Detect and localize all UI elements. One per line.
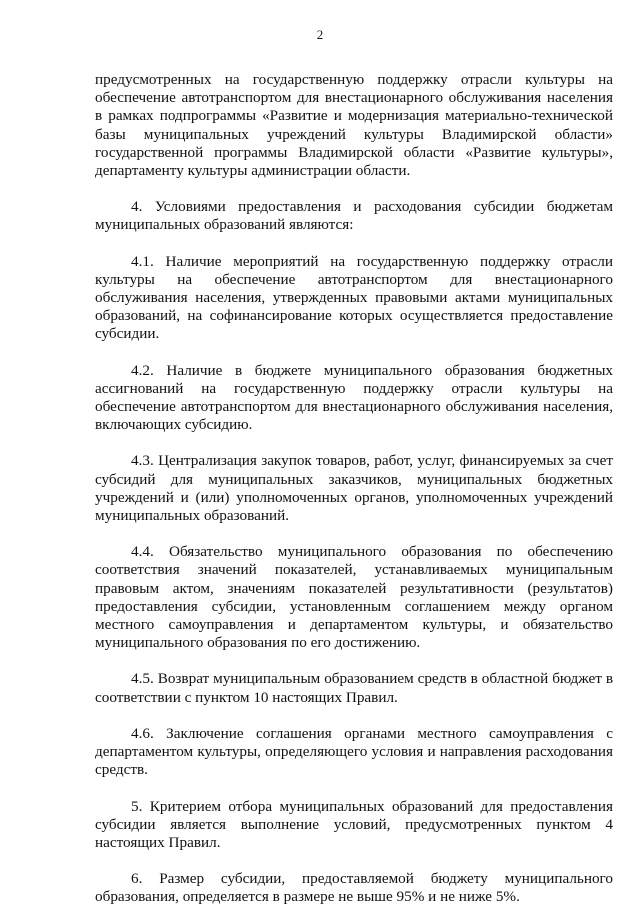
paragraph-4-4: 4.4. Обязательство муниципального образования по обеспечению соответствия значений показателей, устанавливаемых муниципальным правовым актом, значениям показателей результативности (результатов) предоставления субсидии, установленным соглашением между органом местного самоуправления и департаментом культуры, и обязательство муниципального образования по его достижению. [95,543,613,652]
paragraph-4-5: 4.5. Возврат муниципальным образованием средств в областной бюджет в соответствии с пунктом 10 настоящих Правил. [95,670,613,706]
paragraph-6: 6. Размер субсидии, предоставляемой бюджету муниципального образования, определяется в размере не выше 95% и не ниже 5%. [95,870,613,906]
paragraph-4-1: 4.1. Наличие мероприятий на государственную поддержку отрасли культуры на обеспечение автотранспортом для внестационарного обслуживания населения, утвержденных правовыми актами муниципальных образований, на софинансирование которых осуществляется предоставление субсидии. [95,252,613,343]
paragraph-intro-continuation: предусмотренных на государственную поддержку отрасли культуры на обеспечение автотранспортом для внестационарного обслуживания населения в рамках подпрограммы «Развитие и модернизация материально-технической базы муниципальных учреждений культуры Владимирской области» государственной программы Владимирской области «Развитие культуры», департаменту культуры администрации области. [95,71,613,180]
paragraph-4-3: 4.3. Централизация закупок товаров, работ, услуг, финансируемых за счет субсидий для муниципальных заказчиков, муниципальных бюджетных учреждений и (или) уполномоченных органов, уполномоченных учреждений муниципальных образований. [95,452,613,525]
document-body [95,71,613,907]
paragraph-4-6: 4.6. Заключение соглашения органами местного самоуправления с департаментом культуры, определяющего условия и направления расходования средств. [95,724,613,779]
paragraph-5: 5. Критерием отбора муниципальных образований для предоставления субсидии является выполнение условий, предусмотренных пунктом 4 настоящих Правил. [95,797,613,851]
paragraph-4-2: 4.2. Наличие в бюджете муниципального образования бюджетных ассигнований на государственную поддержку отрасли культуры на обеспечение автотранспортом для внестационарного обслуживания населения, включающих субсидию. [95,361,613,434]
paragraph-4: 4. Условиями предоставления и расходования субсидии бюджетам муниципальных образований являются: [95,198,613,234]
page-number: 2 [316,27,324,42]
